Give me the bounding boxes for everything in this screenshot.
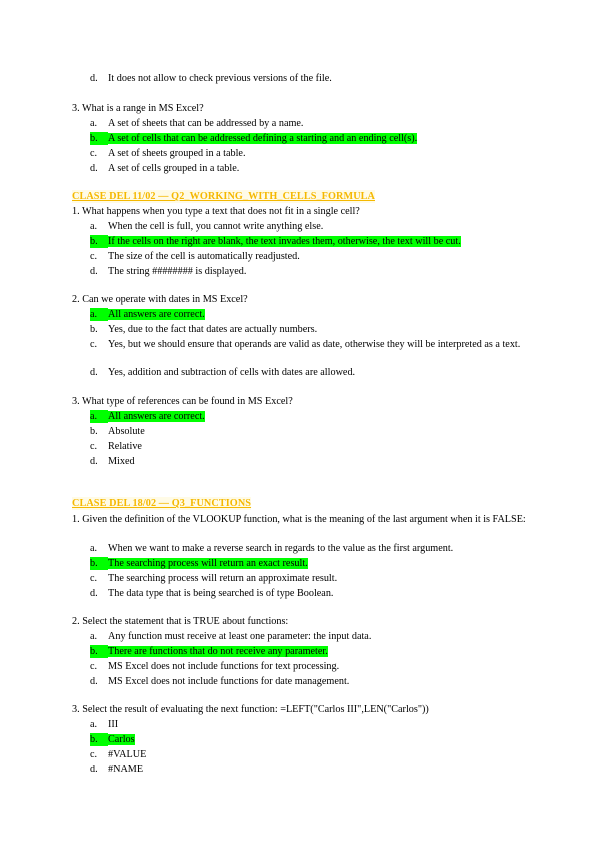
option-a xyxy=(90,117,303,130)
option-a-correct xyxy=(90,410,205,423)
question: 2. Select the statement that is TRUE about functions: xyxy=(72,616,289,627)
option-label: c. xyxy=(90,661,98,672)
option-text: Carlos xyxy=(108,734,135,745)
option-text: The string ######## is displayed. xyxy=(108,266,247,277)
option-text: All answers are correct. xyxy=(108,309,205,320)
option-text: A set of cells that can be addressed defining a starting and an ending cell(s). xyxy=(108,133,418,144)
option-text: All answers are correct. xyxy=(108,411,205,422)
option-label: d. xyxy=(90,456,98,467)
option-c xyxy=(90,250,300,263)
option-a-correct xyxy=(90,308,205,321)
option-label: a. xyxy=(90,543,98,554)
option-c xyxy=(90,147,246,160)
option-label: b. xyxy=(90,557,108,570)
section-heading: CLASE DEL 11/02 — Q2_WORKING_WITH_CELLS_FORMULA xyxy=(72,191,376,202)
option-text: Mixed xyxy=(108,456,135,467)
option-label: d. xyxy=(90,764,98,775)
option-b-correct xyxy=(90,557,308,570)
option-text: III xyxy=(108,719,119,730)
question: 3. What type of references can be found in MS Excel? xyxy=(72,396,293,407)
option-b xyxy=(90,425,145,438)
section-heading: CLASE DEL 18/02 — Q3_FUNCTIONS xyxy=(72,498,252,509)
option-b xyxy=(90,323,317,336)
option-label: d. xyxy=(90,367,98,378)
option-c xyxy=(90,660,339,673)
option-text: Yes, addition and subtraction of cells with dates are allowed. xyxy=(108,367,356,378)
option-text: When the cell is full, you cannot write anything else. xyxy=(108,221,324,232)
option-label: c. xyxy=(90,441,98,452)
option-d xyxy=(90,675,349,688)
option-d xyxy=(90,72,332,85)
option-text: The data type that is being searched is of type Boolean. xyxy=(108,588,334,599)
question: 3. Select the result of evaluating the next function: =LEFT("Carlos III",LEN("Carlos")) xyxy=(72,704,429,715)
option-d xyxy=(90,763,143,776)
option-label: b. xyxy=(90,645,108,658)
option-text: Absolute xyxy=(108,426,145,437)
option-text: Relative xyxy=(108,441,142,452)
option-a xyxy=(90,542,453,555)
option-text: Yes, due to the fact that dates are actually numbers. xyxy=(108,324,318,335)
option-text: MS Excel does not include functions for date management. xyxy=(108,676,350,687)
option-d xyxy=(90,162,239,175)
question: 1. Given the definition of the VLOOKUP function, what is the meaning of the last argument when it is FALSE: xyxy=(72,514,526,525)
option-a xyxy=(90,220,323,233)
option-text: Yes, but we should ensure that operands are valid as date, otherwise they will be interpreted as a text. xyxy=(108,339,521,350)
option-text: Any function must receive at least one parameter: the input data. xyxy=(108,631,372,642)
option-label: c. xyxy=(90,573,98,584)
option-label: d. xyxy=(90,676,98,687)
option-a xyxy=(90,630,371,643)
option-text: There are functions that do not receive any parameter. xyxy=(108,646,328,657)
option-text: When we want to make a reverse search in regards to the value as the first argument. xyxy=(108,543,454,554)
question-range: 3. What is a range in MS Excel? xyxy=(72,103,204,114)
question: 2. Can we operate with dates in MS Excel? xyxy=(72,294,248,305)
option-text: It does not allow to check previous versions of the file. xyxy=(108,73,332,84)
option-text: The size of the cell is automatically readjusted. xyxy=(108,251,300,262)
option-text: #NAME xyxy=(108,764,144,775)
option-text: The searching process will return an approximate result. xyxy=(108,573,338,584)
option-label: c. xyxy=(90,148,98,159)
option-label: a. xyxy=(90,410,108,423)
option-label: d. xyxy=(90,266,98,277)
option-b-correct xyxy=(90,733,135,746)
option-text: #VALUE xyxy=(108,749,147,760)
option-text: The searching process will return an exact result. xyxy=(108,558,308,569)
option-label: b. xyxy=(90,733,108,746)
option-label: a. xyxy=(90,631,98,642)
option-label: c. xyxy=(90,339,98,350)
option-b-correct xyxy=(90,132,417,145)
option-label: b. xyxy=(90,426,98,437)
option-label: c. xyxy=(90,251,98,262)
question: 1. What happens when you type a text that does not fit in a single cell? xyxy=(72,206,360,217)
option-d xyxy=(90,366,355,379)
option-label: a. xyxy=(90,308,108,321)
option-label: d. xyxy=(90,588,98,599)
option-label: d. xyxy=(90,73,98,84)
option-b-correct xyxy=(90,645,328,658)
option-label: a. xyxy=(90,719,98,730)
option-c xyxy=(90,572,337,585)
option-c xyxy=(90,748,146,761)
option-d xyxy=(90,265,246,278)
option-d xyxy=(90,587,333,600)
option-label: b. xyxy=(90,235,108,248)
option-d xyxy=(90,455,135,468)
option-text: If the cells on the right are blank, the text invades them, otherwise, the text will be cut. xyxy=(108,236,461,247)
option-b-correct xyxy=(90,235,461,248)
option-text: A set of sheets that can be addressed by a name. xyxy=(108,118,304,129)
option-label: a. xyxy=(90,221,98,232)
option-label: c. xyxy=(90,749,98,760)
option-text: MS Excel does not include functions for text processing. xyxy=(108,661,340,672)
option-text: A set of sheets grouped in a table. xyxy=(108,148,246,159)
option-label: b. xyxy=(90,132,108,145)
option-label: b. xyxy=(90,324,98,335)
option-a xyxy=(90,718,118,731)
option-c xyxy=(90,338,528,351)
option-label: d. xyxy=(90,163,98,174)
option-label: a. xyxy=(90,118,98,129)
option-c xyxy=(90,440,142,453)
option-text: A set of cells grouped in a table. xyxy=(108,163,240,174)
